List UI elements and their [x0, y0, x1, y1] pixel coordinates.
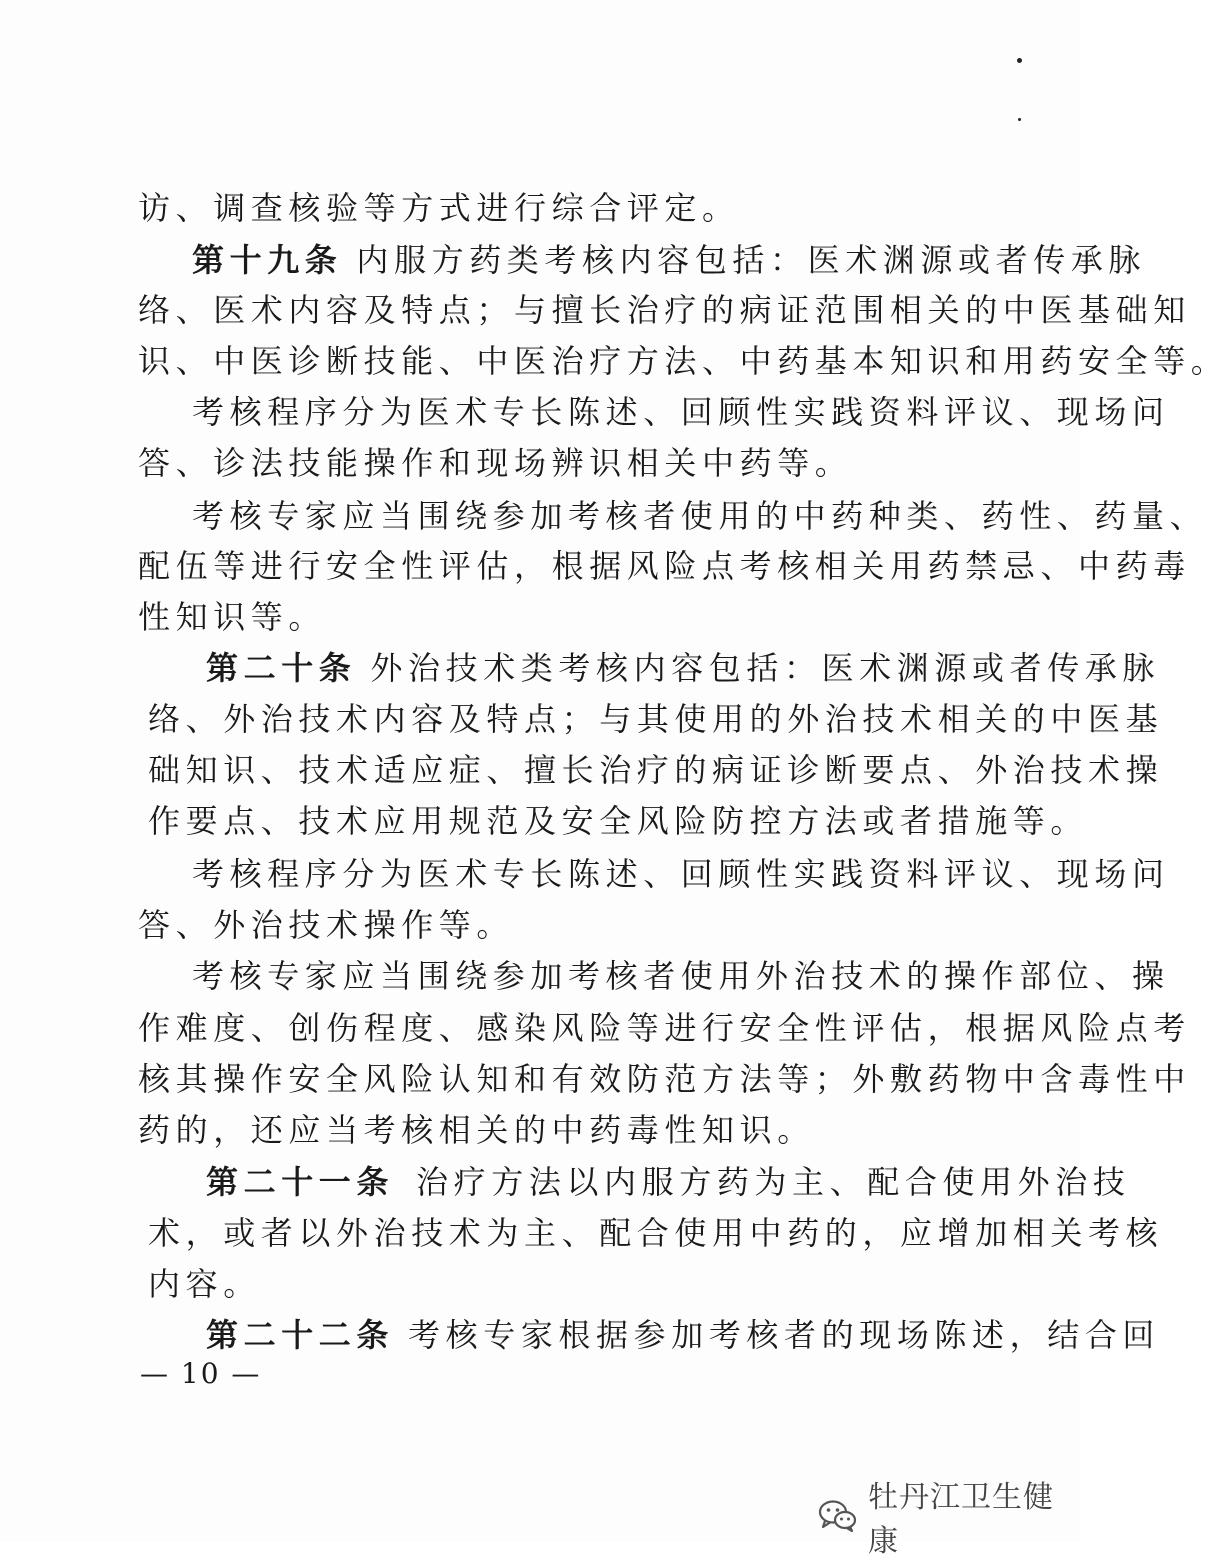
- body-line: 考核专家应当围绕参加考核者使用外治技术的操作部位、操: [192, 957, 1170, 995]
- body-line: 配伍等进行安全性评估，根据风险点考核相关用药禁忌、中药毒: [138, 547, 1191, 585]
- article-heading: 第十九条: [192, 241, 343, 279]
- article-paragraph: [206, 648, 1160, 688]
- body-line: 作难度、创伤程度、感染风险等进行安全性评估，根据风险点考: [138, 1009, 1191, 1047]
- body-line: 作要点、技术应用规范及安全风险防控方法或者措施等。: [148, 802, 1089, 840]
- scan-speck: [1018, 118, 1021, 121]
- article-paragraph: [206, 1162, 1130, 1202]
- body-line: 访、调查核验等方式进行综合评定。: [138, 189, 740, 227]
- body-line: 药的，还应当考核相关的中药毒性知识。: [138, 1111, 815, 1149]
- watermark: [818, 1472, 1080, 1560]
- body-line: 络、医术内容及特点；与擅长治疗的病证范围相关的中医基础知: [138, 291, 1191, 329]
- body-line: 答、诊法技能操作和现场辨识相关中药等。: [138, 444, 853, 482]
- wechat-icon: [818, 1499, 858, 1533]
- article-text: 考核专家根据参加考核者的现场陈述，结合回: [408, 1316, 1161, 1354]
- page-number: — 10 —: [140, 1357, 262, 1390]
- article-paragraph: [206, 1315, 1160, 1355]
- body-line: 识、中医诊断技能、中医治疗方法、中药基本知识和用药安全等。: [138, 342, 1228, 380]
- body-line: 核其操作安全风险认知和有效防范方法等；外敷药物中含毒性中: [138, 1060, 1191, 1098]
- body-line: 础知识、技术适应症、擅长治疗的病证诊断要点、外治技术操: [148, 751, 1164, 789]
- article-heading: 第二十一条: [206, 1163, 395, 1201]
- article-text: 内服方药类考核内容包括：医术渊源或者传承脉: [356, 241, 1147, 279]
- body-line: 内容。: [148, 1265, 261, 1303]
- body-line: 络、外治技术内容及特点；与其使用的外治技术相关的中医基: [148, 700, 1164, 738]
- article-paragraph: [192, 240, 1146, 280]
- body-line: 答、外治技术操作等。: [138, 906, 515, 944]
- article-heading: 第二十二条: [206, 1316, 395, 1354]
- body-line: 考核专家应当围绕参加考核者使用的中药种类、药性、药量、: [192, 497, 1208, 535]
- body-line: 术，或者以外治技术为主、配合使用中药的，应增加相关考核: [148, 1214, 1164, 1252]
- watermark-text: 牡丹江卫生健康: [868, 1480, 1054, 1559]
- body-line: 考核程序分为医术专长陈述、回顾性实践资料评议、现场问: [192, 855, 1170, 893]
- body-line: 考核程序分为医术专长陈述、回顾性实践资料评议、现场问: [192, 393, 1170, 431]
- article-text: 外治技术类考核内容包括：医术渊源或者传承脉: [370, 649, 1161, 687]
- article-heading: 第二十条: [206, 649, 357, 687]
- body-line: 性知识等。: [138, 598, 327, 636]
- scan-speck: [1017, 58, 1022, 63]
- article-text: 治疗方法以内服方药为主、配合使用外治技: [416, 1163, 1131, 1201]
